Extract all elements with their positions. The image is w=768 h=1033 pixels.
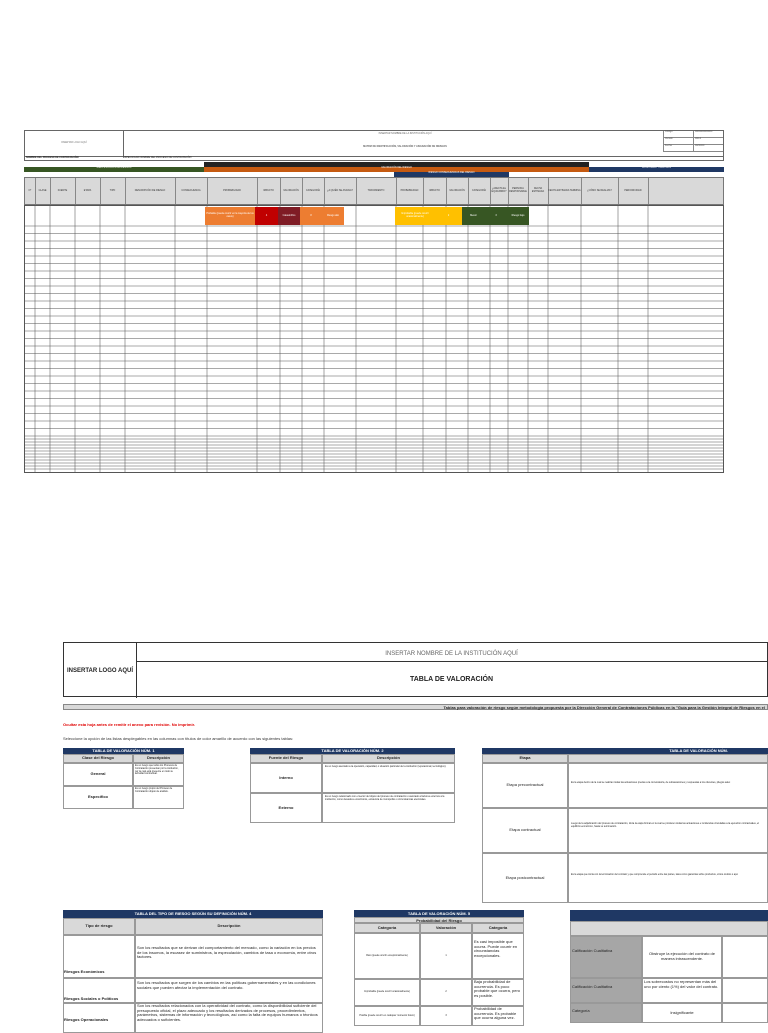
table-6-cell: Calificación Cualitativa xyxy=(570,936,642,978)
table-4-cell: Son los resultados que surgen de los cambios en las políticas gubernamentales y en las condiciones sociales que pueden afectar la implementación del contrato. xyxy=(135,978,323,1003)
table-5-cell: Raro (puede ocurrir excepcionalmente) xyxy=(354,933,420,979)
table-4-header: Descripción xyxy=(135,918,323,935)
matrix-column-header: VALORACIÓN xyxy=(446,178,469,204)
instruction-text: Seleccione la opción de las listas desplegables en las columnas con títulos de color amarillo de acuerdo con las siguientes tablas: xyxy=(63,736,294,741)
matrix-column-header: PERSONA RESPONSABLE xyxy=(508,178,529,204)
sample-row-cell[interactable]: 8 xyxy=(300,207,322,225)
matrix-column-header: TIPO xyxy=(100,178,126,204)
table-4-cell: Riesgos Operacionales xyxy=(63,1003,135,1033)
table-4 xyxy=(63,910,323,1033)
table-6-row xyxy=(570,936,768,978)
table-3-title: TABLA DE VALORACIÓN NÚM. xyxy=(482,748,768,754)
table-3-cell: Etapa postcontractual xyxy=(482,853,568,903)
group-monitoring: MONITOREO Y REVISIÓN xyxy=(589,167,724,172)
table-3-header-row xyxy=(482,754,768,763)
matrix-column-header: PERIODICIDAD xyxy=(618,178,649,204)
table-2-header-row xyxy=(250,754,455,763)
matrix-title-block xyxy=(123,131,687,156)
table-5-cell: 3 xyxy=(420,1006,472,1026)
sample-row-cell[interactable]: 2 xyxy=(435,207,462,225)
table-5-cell: Improbable (puede ocurrir ocasionalmente) xyxy=(354,979,420,1006)
table-4-title: TABLA DEL TIPO DE RIESGO SEGÚN SU DEFINICIÓN NÚM. 4 xyxy=(63,910,323,918)
table-5-cell: 1 xyxy=(420,933,472,979)
matrix-column-header: TRATAMIENTO xyxy=(356,178,397,204)
table-6-row xyxy=(570,978,768,1003)
group-consequences: RIESGO CONSECUENCIAS DEL RIESGO xyxy=(394,172,509,177)
table-6-row xyxy=(570,1003,768,1023)
table-3-row xyxy=(482,808,768,853)
table-1-cell: Específico xyxy=(63,786,133,809)
table-5-header: Categoría xyxy=(472,923,524,933)
matrix-meta xyxy=(663,131,723,156)
sample-row-cell[interactable]: Catastrófico xyxy=(278,207,300,225)
valuation-header xyxy=(63,642,768,697)
valuation-institution: INSERTAR NOMBRE DE LA INSTITUCIÓN AQUÍ xyxy=(136,643,767,662)
table-1-cell: General xyxy=(63,763,133,786)
table-5-row xyxy=(354,933,524,979)
process-name-row xyxy=(24,156,724,161)
matrix-column-header: FUENTE xyxy=(50,178,76,204)
table-1 xyxy=(63,748,184,809)
table-4-row xyxy=(63,935,323,978)
matrix-grid xyxy=(24,205,724,473)
matrix-column-header: CATEGORÍA xyxy=(302,178,325,204)
valuation-sheet xyxy=(63,642,768,1024)
table-1-cell: Es un riesgo que todos los Procesos de Contratación presentan por la institución, por la cual está presente en todo su actividad contractual. xyxy=(133,763,184,786)
table-6-cell: Categoría xyxy=(570,1003,642,1023)
sample-row-cell[interactable]: 4 xyxy=(255,207,278,225)
sample-risk-row xyxy=(25,206,723,226)
matrix-column-header: ¿A QUIÉN SE ASIGNA? xyxy=(324,178,357,204)
table-5-header-row xyxy=(354,923,524,933)
table-4-cell: Son los resultados que se derivan del comportamiento del mercado, como la variación en los precios de los insumos, la escasez de suministros, la especulación, cambios de tasa o economía, entre otros factores. xyxy=(135,935,323,978)
table-6-cell-empty xyxy=(722,1003,768,1023)
matrix-header xyxy=(24,130,724,157)
table-3-cell: Es la etapa que inicia con la terminación del contrato y que comprende el periodo entre las partes, tales como garantías sobre productos, vicios ocultos o apo xyxy=(568,853,768,903)
matrix-title: MATRIZ DE IDENTIFICACIÓN, VALORACIÓN Y ASIGNACIÓN DE RIESGOS xyxy=(363,144,447,148)
table-6-cell: Calificación Cualitativa xyxy=(570,978,642,1003)
group-valuation: VALORACIÓN DEL RIESGO xyxy=(204,167,589,172)
sample-row-cell[interactable]: Riesgo bajo xyxy=(507,207,529,225)
hide-sheet-warning: Ocultar esta hoja antes de remitir el anexo para revisión. No imprimir. xyxy=(63,722,196,727)
table-6-title-bar xyxy=(570,910,768,921)
table-4-cell: Riesgos Sociales o Políticos xyxy=(63,978,135,1003)
matrix-grid-lines xyxy=(25,206,723,472)
matrix-column-header: PROBABILIDAD xyxy=(396,178,424,204)
table-5-cell: 2 xyxy=(420,979,472,1006)
table-5-cell: Baja probabilidad de ocurrencia. Es poco probable que ocurra, pero es posible. xyxy=(472,979,524,1006)
table-1-header: Descripción xyxy=(133,754,184,763)
table-2-title: TABLA DE VALORACIÓN NÚM. 2 xyxy=(250,748,455,754)
table-2-row xyxy=(250,793,455,823)
table-5-row xyxy=(354,979,524,1006)
table-1-cell: Es un riesgo propio del Proceso de Contratación objeto de análisis. xyxy=(133,786,184,809)
table-3-header: Etapa xyxy=(482,754,568,763)
matrix-column-header: CATEGORÍA xyxy=(468,178,491,204)
matrix-column-header: FECHA ESTIMADA TERMINA xyxy=(548,178,582,204)
table-1-header-row xyxy=(63,754,184,763)
table-3-header-empty xyxy=(568,754,768,763)
table-6-cell-empty xyxy=(722,936,768,978)
table-3-cell: Luego de la adjudicación del proceso de contratación, inicia la etapa formal en la cual se producen todas las actuaciones e incidencias vinculadas a la ejecución contractuales, el equilibrio económico, hasta su terminación. xyxy=(568,808,768,853)
table-1-row xyxy=(63,763,184,786)
valuation-banner: Tablas para valoración de riesgo según metodología propuesta por la Dirección General de Contrataciones Públicas en la "Guía para la Gestión Integral de Riesgos en el xyxy=(63,704,768,710)
matrix-column-header: DESCRIPCIÓN DE RIESGO xyxy=(125,178,176,204)
table-3 xyxy=(482,748,768,903)
matrix-column-header: ¿CÓMO SE REALIZA? xyxy=(581,178,619,204)
table-4-cell: Son los resultados relacionados con la operatividad del contrato, como la disponibilidad suficiente del presupuesto oficial, el plazo adecuado y los resultados derivados de procesos, procedimientos, parámetros, sistemas de información y tecnológicos, así como la falta de equipos humanos o técnicos adecuados o suficientes. xyxy=(135,1003,323,1033)
table-6-cell: Los sobrecostos no representan más del uno por ciento (1%) del valor del contrato. xyxy=(642,978,722,1003)
table-5-subtitle: Probabilidad del Riesgo xyxy=(354,917,524,923)
matrix-column-header: FECHA ESTIMADA xyxy=(528,178,549,204)
table-5-row xyxy=(354,1006,524,1026)
sample-row-cell[interactable]: Probable (puede ocurrir en la mayoría de los casos) xyxy=(205,207,255,225)
matrix-column-header: CONSECUENCIA xyxy=(175,178,208,204)
sample-row-cell[interactable]: Riesgo alto xyxy=(322,207,344,225)
matrix-column-header: ¿AFECTA EL EQUILIBRIO? xyxy=(490,178,509,204)
table-5-header: Categoría xyxy=(354,923,420,933)
matrix-column-header: ETAPA xyxy=(75,178,101,204)
table-3-cell: Etapa precontractual xyxy=(482,763,568,808)
risk-matrix-sheet xyxy=(24,130,724,474)
table-6 xyxy=(570,910,768,1023)
matrix-logo-placeholder: INSERTAR LOGO AQUÍ xyxy=(25,131,124,156)
sample-row-cell[interactable]: Menor xyxy=(462,207,485,225)
table-3-cell: Etapa contractual xyxy=(482,808,568,853)
table-3-row xyxy=(482,853,768,903)
matrix-column-header: IMPACTO xyxy=(257,178,281,204)
table-2-header: Fuente del Riesgo xyxy=(250,754,322,763)
table-6-cell-empty xyxy=(722,978,768,1003)
table-6-cell: Obstruye la ejecución del contrato de manera intrascendente. xyxy=(642,936,722,978)
table-2-row xyxy=(250,763,455,793)
sample-row-cell[interactable]: Improbable (puede ocurrir ocasionalmente) xyxy=(395,207,435,225)
table-3-row xyxy=(482,763,768,808)
matrix-meta-row: Versión 000-0 xyxy=(663,138,723,145)
matrix-institution: INSERTAR NOMBRE DE LA INSTITUCIÓN AQUÍ xyxy=(378,132,432,135)
table-2-cell: Externo xyxy=(250,793,322,823)
group-identification: IDENTIFICACIÓN DE RIESGOS xyxy=(24,167,204,172)
table-2 xyxy=(250,748,455,823)
table-4-row xyxy=(63,1003,323,1033)
matrix-column-header: PROBABILIDAD xyxy=(207,178,258,204)
matrix-column-header: VALORACIÓN xyxy=(280,178,303,204)
table-5 xyxy=(354,910,524,1026)
table-5-cell: Es casi imposible que ocurra. Puede ocurrir en circunstancias excepcionales. xyxy=(472,933,524,979)
table-6-header-row xyxy=(570,921,768,936)
table-1-row xyxy=(63,786,184,809)
matrix-meta-row: Código 0000000000000 xyxy=(663,131,723,138)
matrix-meta-row: Fecha 00/00/00 xyxy=(663,145,723,152)
table-5-cell: Probabilidad de ocurrencia. Es probable que ocurra alguna vez. xyxy=(472,1006,524,1026)
table-3-cell: Es la etapa dentro de la cual se realizan todas las actuaciones previas a la convocatoria, de subsanaciones y respuestas a los oferentes, pliegos adec xyxy=(568,763,768,808)
table-6-cell: Insignificante xyxy=(642,1003,722,1023)
matrix-column-headers xyxy=(24,177,724,205)
table-2-cell: Es un riesgo relacionado con el sector del objeto del proceso de contratación o asociado a factores externos a la institución, como desastres económicos, existencia de monopolios o circunstancias electorales. xyxy=(322,793,455,823)
matrix-column-header: N° xyxy=(25,178,36,204)
table-5-title: TABLA DE VALORACIÓN NÚM. 5 xyxy=(354,910,524,917)
table-5-header: Valoración xyxy=(420,923,472,933)
table-5-cell: Posible (puede ocurrir en cualquier momento futuro) xyxy=(354,1006,420,1026)
sample-row-cell[interactable]: 3 xyxy=(485,207,507,225)
table-1-header: Clase del Riesgo xyxy=(63,754,133,763)
process-name-field[interactable]: ESPECIFICAR NOMBRE DEL PROCESO DE CONTRATACIÓN xyxy=(123,156,192,159)
table-4-row xyxy=(63,978,323,1003)
table-4-header-row xyxy=(63,918,323,935)
table-2-cell: Es un riesgo asociado a la operación, capacidad, o situación particular de la institución (reputacional, tecnológico). xyxy=(322,763,455,793)
table-2-cell: Interno xyxy=(250,763,322,793)
table-1-title: TABLA DE VALORACIÓN NÚM. 1 xyxy=(63,748,184,754)
table-4-header: Tipo de riesgo xyxy=(63,918,135,935)
matrix-column-header: IMPACTO xyxy=(423,178,447,204)
matrix-group-headers xyxy=(24,167,724,177)
valuation-logo-placeholder: INSERTAR LOGO AQUÍ xyxy=(64,643,137,698)
valuation-title: TABLA DE VALORACIÓN xyxy=(409,676,494,683)
table-4-cell: Riesgos Económicos xyxy=(63,935,135,978)
matrix-column-header: CLASE xyxy=(35,178,51,204)
table-2-header: Descripción xyxy=(322,754,455,763)
process-name-label: NOMBRE DEL PROCESO DE CONTRATACIÓN: xyxy=(26,156,80,159)
